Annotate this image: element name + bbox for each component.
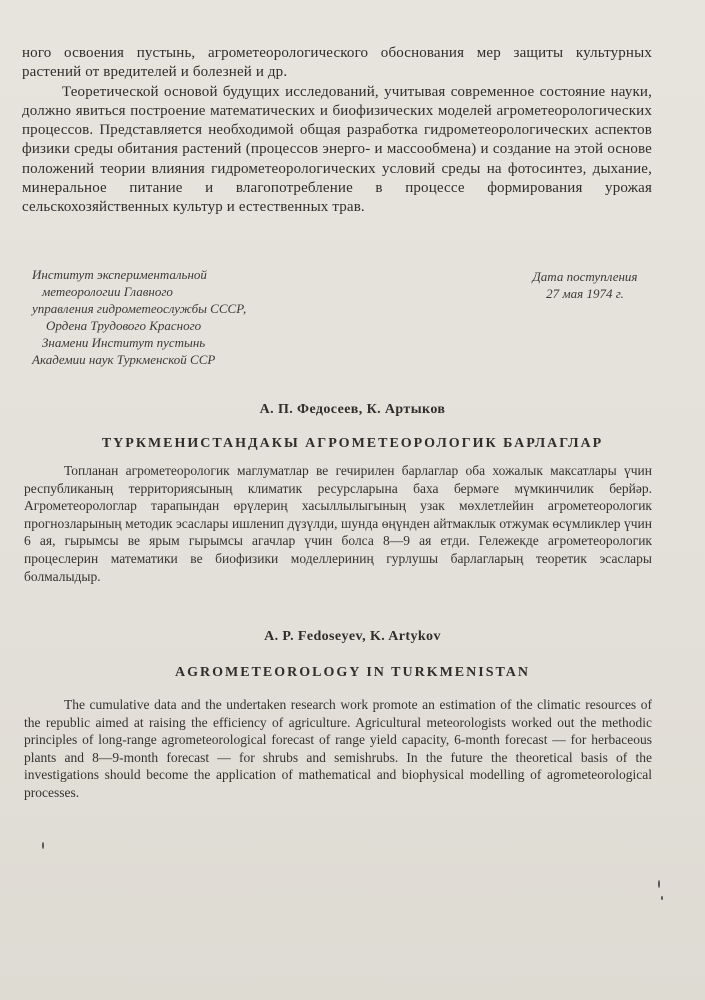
english-abstract <box>24 696 652 802</box>
paper-speck <box>658 880 660 888</box>
turkmen-abstract-text: Топланан агрометеорологик маглуматлар ве гечирилен барлаглар оба хожалык максатлары үчин республиканың территориясының климатик ресурсларына баха бермәге мүмкинчилик берйәр. Агрометеорологлар тарапындан өрүлериң хасыллылыгының узак мөхлетлейин агрометеорологик прогнозларының методик эсаслары ишленип дүзүлди, шунда өңүнден айтмаклык отжумак өсүмликлер үчин 6 ая, гырымсы ве ярым гырымсы агачлар үчин болса 8—9 ая етди. Гележекде агрометеорологик процеслерин математики ве биофизики моделлериниң гурлушы барлагларың теоретик эсаслары болмалыдыр. <box>24 463 652 584</box>
received-label: Дата поступления <box>532 269 638 284</box>
turkmen-authors: А. П. Федосеев, К. Артыков <box>259 402 446 417</box>
affiliation-line: управления гидрометеослужбы СССР, <box>32 301 247 316</box>
affiliation-line: Ордена Трудового Красного <box>46 318 202 333</box>
english-abstract-text: The cumulative data and the undertaken research work promote an estimation of the climatic resources of the republic aimed at raising the efficiency of agriculture. Agricultural meteorologists worked out the methodic principles of long-range agrometeorological forecast of range yield capacity, 6-month forecast — for herbaceous plants and 8—9-month forecast — for shrubs and semishrubs. In the future the theoretical basis of the investigations should become the application of mathematical and biophysical modelling of agrometeorological processes. <box>24 697 652 800</box>
affiliation-block <box>32 266 322 368</box>
turkmen-title: ТҮРКМЕНИСТАНДАКЫ АГРОМЕТЕОРОЛОГИК БАРЛАГЛАР <box>101 436 604 451</box>
affiliation-line: Академии наук Туркменской ССР <box>32 352 216 367</box>
article-body-text <box>22 44 652 218</box>
english-authors: A. P. Fedoseyev, K. Artykov <box>264 629 441 644</box>
affiliation-line: метеорологии Главного <box>42 284 173 299</box>
received-date: 27 мая 1974 г. <box>546 286 624 301</box>
received-date-block <box>510 268 660 302</box>
turkmen-abstract <box>24 462 652 585</box>
intro-paragraph: Теоретической основой будущих исследований, учитывая современное состояние науки, должно явиться построение математических и биофизических моделей агрометеорологических процессов. Представляется необходимой общая разработка гидрометеорологических аспектов физики среды обитания растений (процессов энерго- и массообмена) и создание на этой основе положений теории влияния гидрометеорологических условий среды на фотосинтез, дыхание, минеральное питание и влагопотребление в процессе формирования урожая сельскохозяйственных культур и естественных трав. <box>22 83 652 216</box>
paper-speck <box>42 842 44 849</box>
paper-speck <box>661 896 663 900</box>
english-title: AGROMETEOROLOGY IN TURKMENISTAN <box>175 665 530 680</box>
affiliation-line: Знамени Институт пустынь <box>42 335 206 350</box>
affiliation-line: Институт экспериментальной <box>32 267 207 282</box>
intro-continuation: ного освоения пустынь, агрометеорологического обоснования мер защиты культурных растений от вредителей и болезней и др. <box>22 45 652 81</box>
